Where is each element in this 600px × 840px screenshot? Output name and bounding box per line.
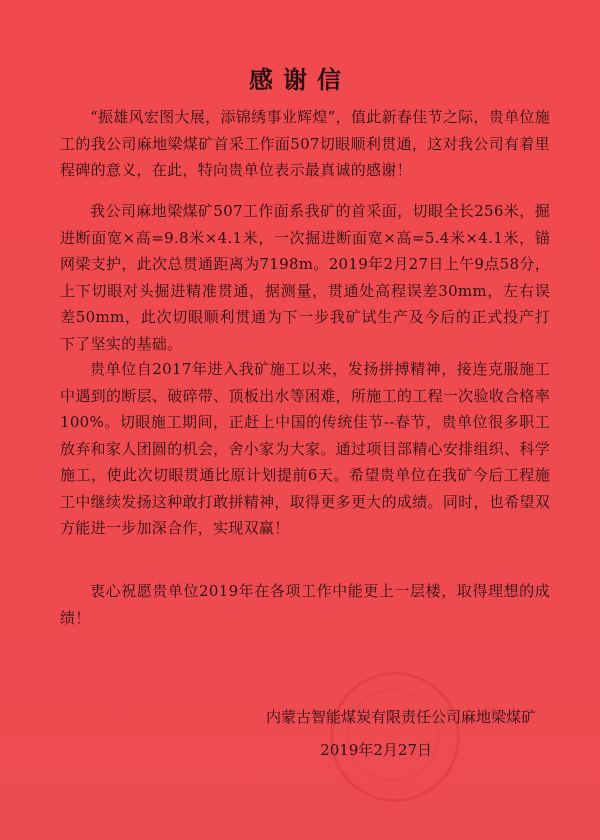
paragraph-3: [60, 356, 550, 542]
seal-inner-ring: [347, 689, 439, 781]
paragraph-4-text: 衷心祝愿贵单位2019年在各项工作中能更上一层楼，取得理想的成绩！: [60, 582, 550, 627]
paragraph-4: [60, 578, 550, 631]
paragraph-1: [60, 104, 550, 184]
paragraph-1-text: “振雄风宏图大展，添锦绣事业辉煌”，值此新春佳节之际，贵单位施工的我公司麻地梁煤矿首采工作面507切眼顺利贯通，这对我公司有着里程碑的意义，在此，特向贵单位表示最真诚的感谢！: [60, 108, 550, 179]
paragraph-2: [60, 198, 550, 357]
paragraph-2-text: 我公司麻地梁煤矿507工作面系我矿的首采面，切眼全长256米，掘进断面宽×高=9.8米×4.1米，一次掘进断面宽×高=5.4米×4.1米，锚网梁支护，此次总贯通距离为7198m。2019年2月27日上午9点58分，上下切眼对头掘进精准贯通，据测量，贯通处高程误差30mm，左右误差50mm，此次切眼顺利贯通为下一步我矿试生产及今后的正式投产打下了坚实的基础。: [60, 202, 550, 353]
letter-title: 感谢信: [249, 66, 351, 94]
company-seal-icon: [330, 672, 460, 802]
signature-organization: 内蒙古智能煤炭有限责任公司麻地梁煤矿: [265, 708, 536, 726]
signature-date: 2019年2月27日: [320, 741, 432, 759]
paragraph-3-text: 贵单位自2017年进入我矿施工以来，发扬拼搏精神，接连克服施工中遇到的断层、破碎带、顶板出水等困难，所施工的工程一次验收合格率100%。切眼施工期间，正赶上中国的传统佳节--春节，贵单位很多职工放弃和家人团圆的机会，舍小家为大家。通过项目部精心安排组织、科学施工，使此次切眼贯通比原计划提前6天。希望贵单位在我矿今后工程施工中继续发扬这种敢打敢拼精神，取得更多更大的成绩。同时，也希望双方能进一步加深合作，实现双赢！: [60, 360, 550, 537]
